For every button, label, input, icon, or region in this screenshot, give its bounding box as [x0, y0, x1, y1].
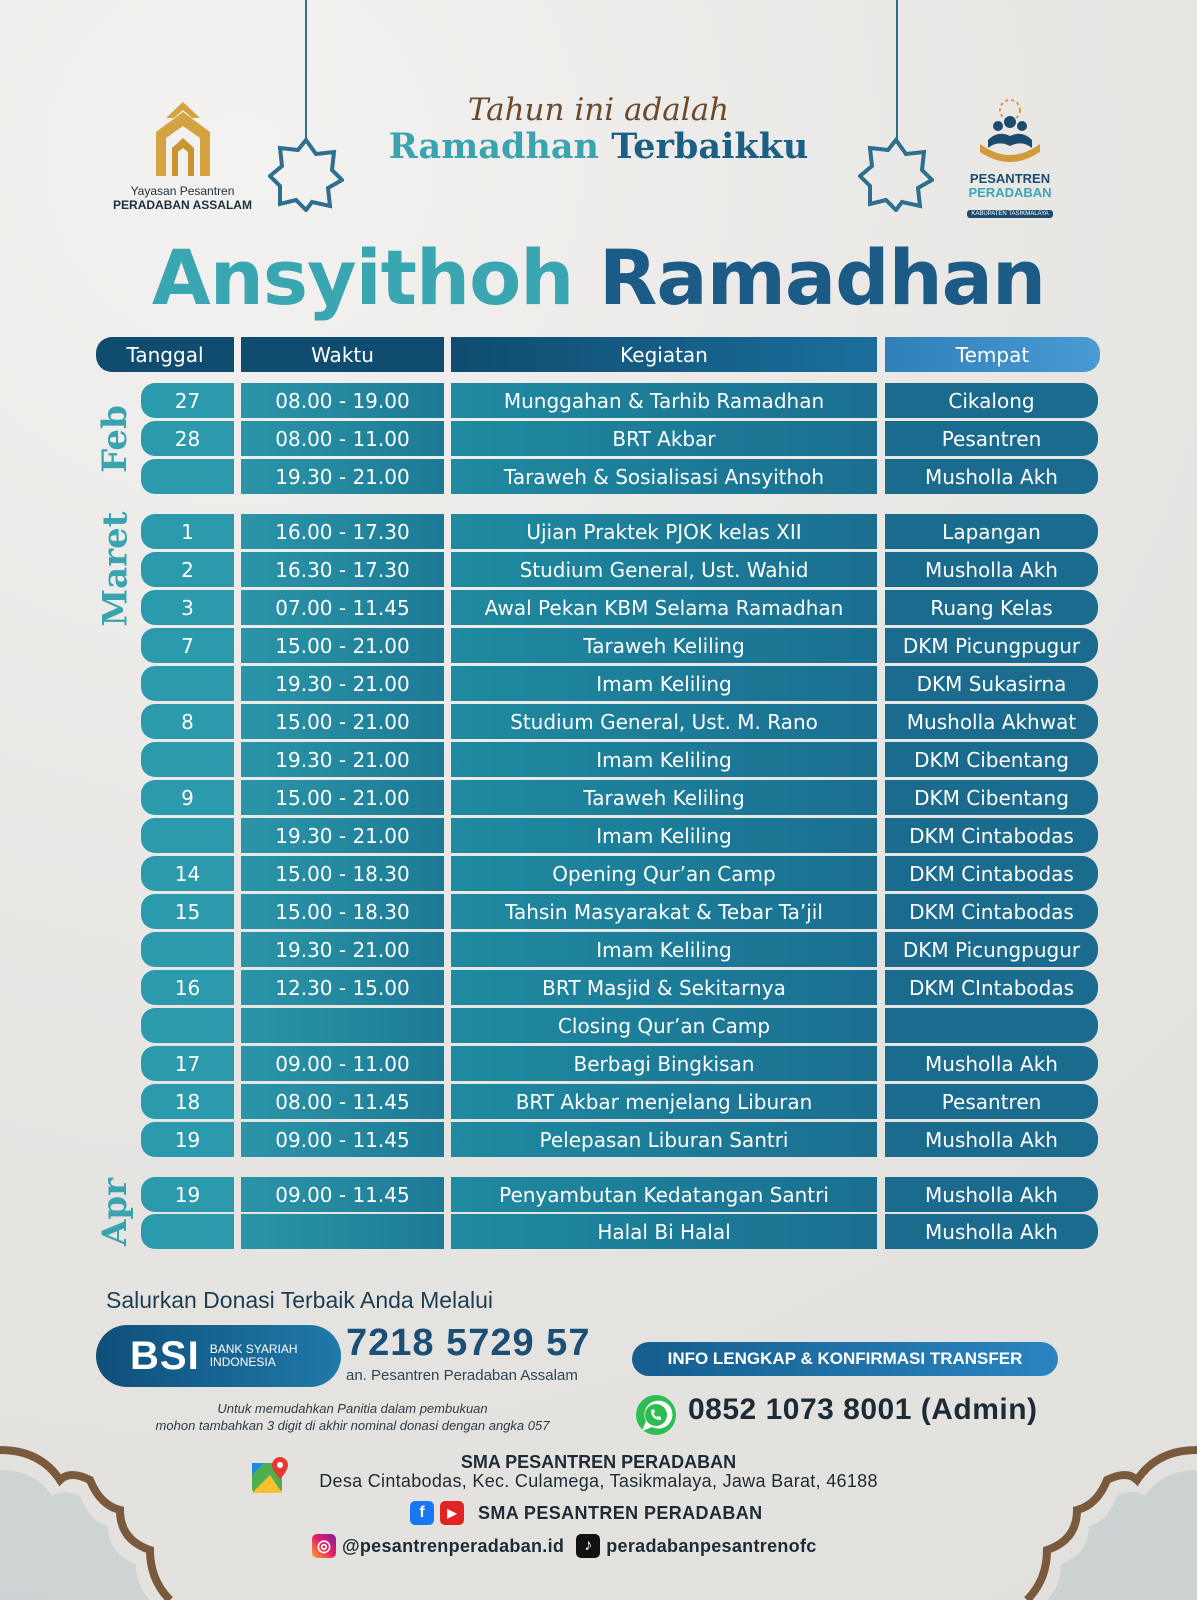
title-part2: Ramadhan	[598, 233, 1046, 322]
place-cell: Pesantren	[885, 1084, 1098, 1119]
time-cell: 15.00 - 21.00	[241, 780, 444, 815]
place-cell: DKM Cibentang	[885, 780, 1098, 815]
pesantren-line3: KABUPATEN TASIKMALAYA	[967, 210, 1052, 218]
place-cell: Pesantren	[885, 421, 1098, 456]
account-owner: an. Pesantren Peradaban Assalam	[346, 1367, 578, 1384]
tagline-line1: Tahun ini adalah	[467, 92, 730, 128]
date-cell: 15	[141, 894, 234, 929]
bank-name-line1: BANK SYARIAH	[209, 1342, 298, 1356]
facebook-icon: f	[410, 1501, 434, 1525]
yayasan-line1: Yayasan Pesantren	[130, 184, 235, 198]
date-cell: 7	[141, 628, 234, 663]
date-cell: 3	[141, 590, 234, 625]
date-cell: 14	[141, 856, 234, 891]
activity-cell: Awal Pekan KBM Selama Ramadhan	[451, 590, 877, 625]
time-cell: 08.00 - 19.00	[241, 383, 444, 418]
place-cell: Musholla Akh	[885, 1177, 1098, 1212]
column-header-time: Waktu	[241, 337, 444, 372]
activity-cell: Taraweh Keliling	[451, 628, 877, 663]
instagram-tiktok-line	[312, 1533, 829, 1559]
activity-cell: Munggahan & Tarhib Ramadhan	[451, 383, 877, 418]
tagline-word-b: Terbaikku	[611, 126, 809, 167]
place-cell: DKM Cintabodas	[885, 894, 1098, 929]
place-cell: Cikalong	[885, 383, 1098, 418]
school-address: Desa Cintabodas, Kec. Culamega, Tasikmalaya, Jawa Barat, 46188	[319, 1471, 878, 1491]
bank-name	[210, 1343, 298, 1369]
activity-cell: BRT Akbar menjelang Liburan	[451, 1084, 877, 1119]
time-cell: 08.00 - 11.00	[241, 421, 444, 456]
whatsapp-icon	[634, 1393, 678, 1437]
activity-cell: BRT Masjid & Sekitarnya	[451, 970, 877, 1005]
date-cell	[141, 932, 234, 967]
activity-cell: Ujian Praktek PJOK kelas XII	[451, 514, 877, 549]
place-cell: Musholla Akh	[885, 1122, 1098, 1157]
activity-cell: Studium General, Ust. Wahid	[451, 552, 877, 587]
school-name: SMA PESANTREN PERADABAN	[460, 1452, 737, 1472]
date-cell: 19	[141, 1177, 234, 1212]
bsi-logo	[96, 1325, 341, 1387]
date-cell	[141, 818, 234, 853]
time-cell: 08.00 - 11.45	[241, 1084, 444, 1119]
note-line1: Untuk memudahkan Panitia dalam pembukuan	[217, 1401, 488, 1416]
date-cell: 9	[141, 780, 234, 815]
date-cell: 28	[141, 421, 234, 456]
date-cell: 17	[141, 1046, 234, 1081]
pesantren-line2: PERADABAN	[968, 185, 1052, 200]
tiktok-handle: peradabanpesantrenofc	[606, 1535, 817, 1556]
time-cell: 15.00 - 18.30	[241, 856, 444, 891]
month-label-feb: Feb	[95, 405, 135, 473]
place-cell: DKM CIntabodas	[885, 970, 1098, 1005]
place-cell: DKM Cibentang	[885, 742, 1098, 777]
time-cell: 15.00 - 21.00	[241, 628, 444, 663]
bank-name-line2: INDONESIA	[209, 1355, 276, 1369]
time-cell: 12.30 - 15.00	[241, 970, 444, 1005]
place-cell: Musholla Akh	[885, 459, 1098, 494]
time-cell: 09.00 - 11.45	[241, 1177, 444, 1212]
time-cell: 19.30 - 21.00	[241, 459, 444, 494]
activity-cell: Penyambutan Kedatangan Santri	[451, 1177, 877, 1212]
column-header-date: Tanggal	[96, 337, 234, 372]
place-cell	[885, 1008, 1098, 1043]
facebook-youtube-line	[410, 1500, 763, 1526]
facebook-youtube-handle: SMA PESANTREN PERADABAN	[478, 1502, 763, 1523]
place-cell: Musholla Akh	[885, 1214, 1098, 1249]
place-cell: Ruang Kelas	[885, 590, 1098, 625]
date-cell: 8	[141, 704, 234, 739]
page-title	[0, 233, 1197, 322]
tagline-word-a: Ramadhan	[388, 126, 599, 167]
column-header-activity: Kegiatan	[451, 337, 877, 372]
activity-cell: Imam Keliling	[451, 932, 877, 967]
time-cell: 07.00 - 11.45	[241, 590, 444, 625]
youtube-icon: ▶	[440, 1501, 464, 1525]
date-cell: 18	[141, 1084, 234, 1119]
time-cell: 16.30 - 17.30	[241, 552, 444, 587]
yayasan-line2: PERADABAN ASSALAM	[113, 198, 252, 212]
date-cell: 27	[141, 383, 234, 418]
date-cell: 2	[141, 552, 234, 587]
donation-heading: Salurkan Donasi Terbaik Anda Melalui	[106, 1287, 493, 1313]
time-cell: 15.00 - 21.00	[241, 704, 444, 739]
time-cell: 19.30 - 21.00	[241, 742, 444, 777]
time-cell	[241, 1008, 444, 1043]
instagram-handle: @pesantrenperadaban.id	[342, 1535, 565, 1556]
tiktok-icon: ♪	[576, 1534, 600, 1558]
place-cell: DKM Cintabodas	[885, 818, 1098, 853]
place-cell: DKM Sukasirna	[885, 666, 1098, 701]
date-cell	[141, 459, 234, 494]
time-cell: 09.00 - 11.45	[241, 1122, 444, 1157]
date-cell	[141, 742, 234, 777]
date-cell	[141, 1008, 234, 1043]
time-cell: 19.30 - 21.00	[241, 932, 444, 967]
date-cell: 19	[141, 1122, 234, 1157]
activity-cell: Halal Bi Halal	[451, 1214, 877, 1249]
bsi-logo-text: BSI	[130, 1333, 200, 1378]
place-cell: DKM Picungpugur	[885, 628, 1098, 663]
date-cell: 16	[141, 970, 234, 1005]
place-cell: DKM Cintabodas	[885, 856, 1098, 891]
info-transfer-banner: INFO LENGKAP & KONFIRMASI TRANSFER	[632, 1342, 1058, 1376]
admin-phone: 0852 1073 8001 (Admin)	[688, 1393, 1038, 1426]
place-cell: Musholla Akh	[885, 552, 1098, 587]
corner-ornament-left	[0, 1410, 180, 1600]
place-cell: Musholla Akh	[885, 1046, 1098, 1081]
time-cell: 15.00 - 18.30	[241, 894, 444, 929]
activity-cell: Closing Qur’an Camp	[451, 1008, 877, 1043]
activity-cell: Imam Keliling	[451, 666, 877, 701]
activity-cell: Imam Keliling	[451, 742, 877, 777]
time-cell: 16.00 - 17.30	[241, 514, 444, 549]
time-cell	[241, 1214, 444, 1249]
activity-cell: Studium General, Ust. M. Rano	[451, 704, 877, 739]
date-cell	[141, 1214, 234, 1249]
time-cell: 09.00 - 11.00	[241, 1046, 444, 1081]
title-part1: Ansyithoh	[151, 233, 574, 322]
activity-cell: Imam Keliling	[451, 818, 877, 853]
column-header-place: Tempat	[885, 337, 1100, 372]
time-cell: 19.30 - 21.00	[241, 666, 444, 701]
account-number: 7218 5729 57	[346, 1322, 591, 1364]
place-cell: Musholla Akhwat	[885, 704, 1098, 739]
activity-cell: BRT Akbar	[451, 421, 877, 456]
corner-ornament-right	[1017, 1410, 1197, 1600]
date-cell: 1	[141, 514, 234, 549]
activity-cell: Taraweh Keliling	[451, 780, 877, 815]
activity-cell: Tahsin Masyarakat & Tebar Ta’jil	[451, 894, 877, 929]
activity-cell: Pelepasan Liburan Santri	[451, 1122, 877, 1157]
place-cell: DKM Picungpugur	[885, 932, 1098, 967]
tagline-line2	[0, 126, 1197, 167]
place-cell: Lapangan	[885, 514, 1098, 549]
activity-cell: Opening Qur’an Camp	[451, 856, 877, 891]
instagram-icon: ◎	[312, 1534, 336, 1558]
month-label-maret: Maret	[95, 511, 136, 627]
activity-cell: Taraweh & Sosialisasi Ansyithoh	[451, 459, 877, 494]
activity-cell: Berbagi Bingkisan	[451, 1046, 877, 1081]
date-cell	[141, 666, 234, 701]
month-label-apr: Apr	[95, 1177, 136, 1247]
note-line2: mohon tambahkan 3 digit di akhir nominal donasi dengan angka 057	[155, 1418, 550, 1433]
pesantren-line1: PESANTREN	[969, 171, 1051, 186]
time-cell: 19.30 - 21.00	[241, 818, 444, 853]
